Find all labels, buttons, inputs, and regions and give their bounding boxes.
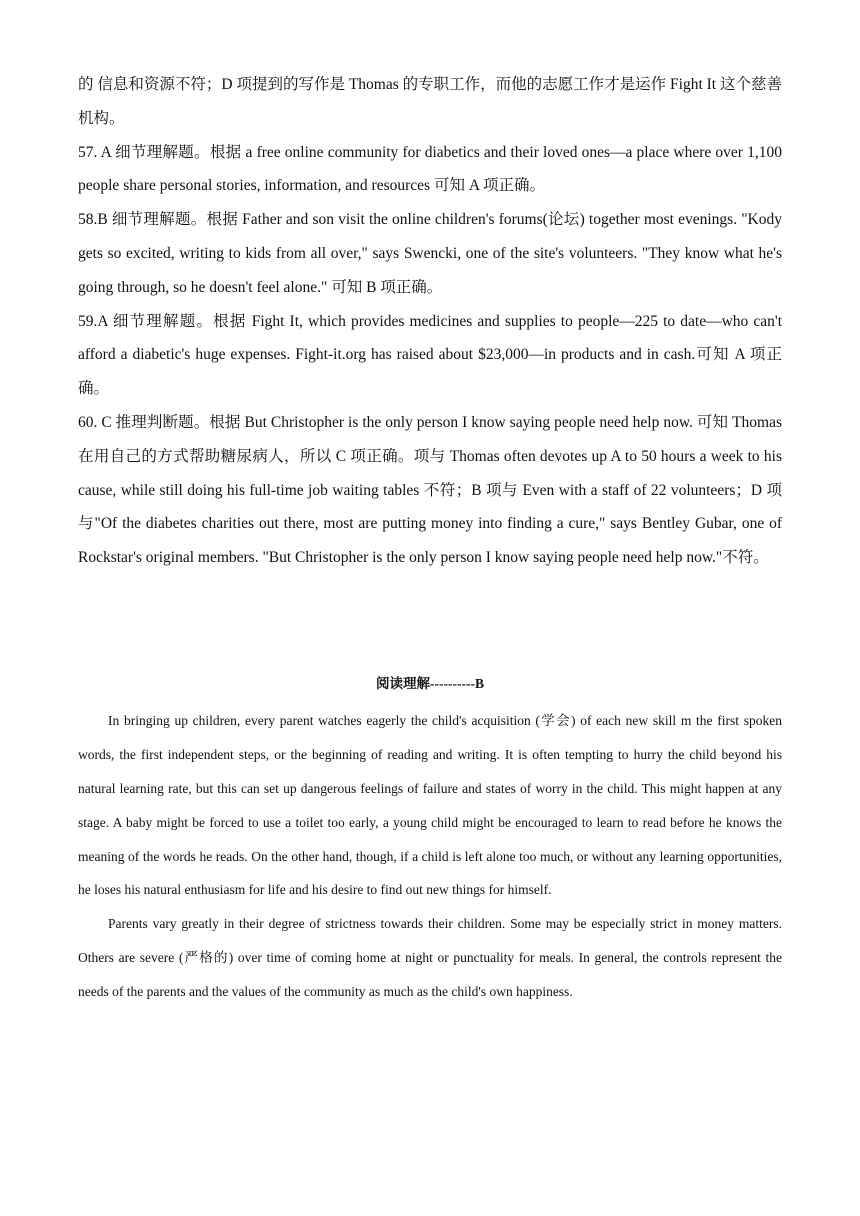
answer-57: 57. A 细节理解题。根据 a free online community for diabetics and their loved ones—a place where over 1,100 people share personal stories, information, and resources 可知 A 项正确。 — [78, 143, 782, 195]
answer-59: 59.A 细节理解题。根据 Fight It, which provides medicines and supplies to people—225 to date—who can't afford a diabetic's huge expenses. Fight-it.org has raised about $23,000—in products and in cash.可知 A 项正确。 — [78, 312, 782, 398]
answer-60: 60. C 推理判断题。根据 But Christopher is the only person I know saying people need help now. 可知 Thomas 在用自己的方式帮助糖尿病人，所以 C 项正确。项与 Thomas often devotes up A to 50 hours a week to his cause, while still doing his full-time job waiting tables 不符；B 项与 Even with a staff of 22 volunteers；D 项与"Of the diabetes charities out there, most are putting money into finding a cure," says Bentley Gubar, one of Rockstar's original members. "But Christopher is the only person I know saying people need help now."不符。 — [78, 413, 783, 567]
reading-paragraph: In bringing up children, every parent watches eagerly the child's acquisition (学会) of each new skill m the first spoken words, the first independent steps, or the beginning of reading and writing. It is often tempting to hurry the child beyond his natural learning rate, but this can set up dangerous feelings of failure and states of worry in the child. This might happen at any stage. A baby might be forced to use a toilet too early, a young child might be encouraged to learn to read before he knows the meaning of the words he reads. On the other hand, though, if a child is left alone too much, or without any learning opportunities, he loses his natural enthusiasm for life and his desire to find out new things for himself. — [78, 712, 782, 898]
answer-56-continuation: 的 信息和资源不符；D 项提到的写作是 Thomas 的专职工作，而他的志愿工作才是运作 Fight It 这个慈善机构。 — [78, 76, 782, 127]
section-spacer — [78, 575, 782, 674]
answer-58: 58.B 细节理解题。根据 Father and son visit the online children's forums(论坛) together most evenings. "Kody gets so excited, writing to kids from all over," says Swencki, one of the site's volunteers. "They know what he's going through, so he doesn't feel alone." 可知 B 项正确。 — [78, 211, 782, 296]
answer-explanations — [78, 68, 782, 575]
reading-section — [78, 674, 782, 1009]
section-title: 阅读理解----------B — [376, 675, 484, 691]
document-page — [78, 68, 782, 1009]
reading-paragraph: Parents vary greatly in their degree of strictness towards their children. Some may be especially strict in money matters. Others are severe (严格的) over time of coming home at night or punctuality for meals. In general, the controls represent the needs of the parents and the values of the community as much as the child's own happiness. — [78, 916, 782, 1000]
